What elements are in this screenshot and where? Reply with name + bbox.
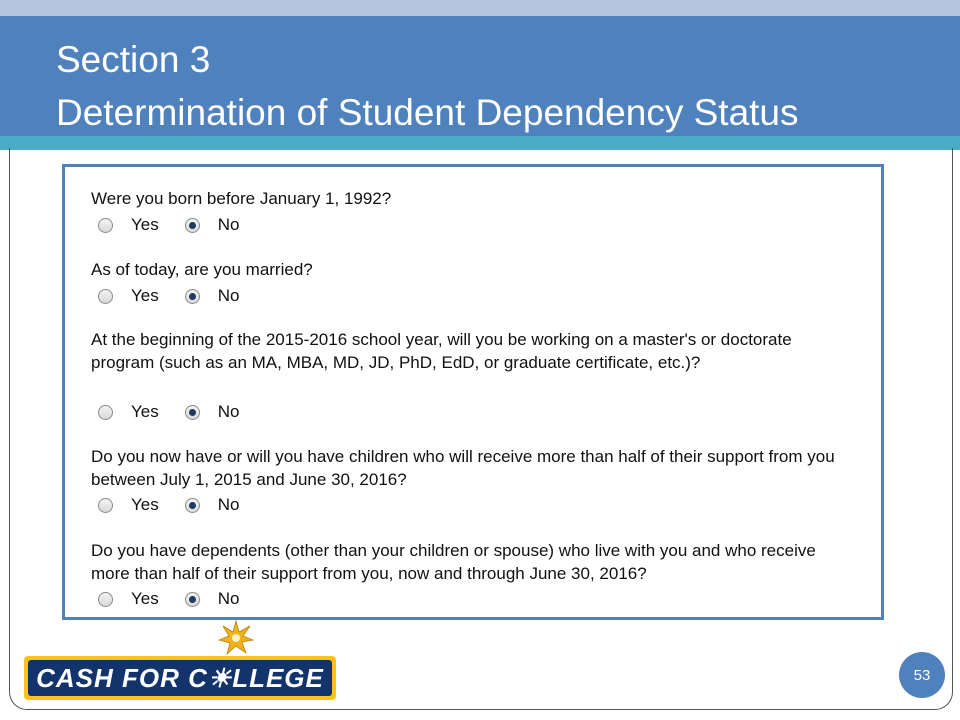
radio-yes-icon[interactable] (98, 592, 113, 607)
option-no[interactable]: No (185, 589, 240, 609)
options-other-dependents (98, 587, 265, 611)
radio-no-icon[interactable] (185, 592, 200, 607)
question-born-before: Were you born before January 1, 1992? (91, 189, 392, 208)
cash-for-college-logo (24, 656, 336, 700)
page-number-badge: 53 (899, 652, 945, 698)
radio-yes-icon[interactable] (98, 405, 113, 420)
radio-yes-icon[interactable] (98, 289, 113, 304)
option-yes[interactable]: Yes (98, 286, 159, 306)
radio-yes-icon[interactable] (98, 218, 113, 233)
radio-yes-icon[interactable] (98, 498, 113, 513)
option-no[interactable]: No (185, 215, 240, 235)
option-no[interactable]: No (185, 286, 240, 306)
dependency-form-screenshot (62, 164, 884, 620)
option-yes[interactable]: Yes (98, 215, 159, 235)
options-graduate-program (98, 400, 265, 424)
option-yes[interactable]: Yes (98, 495, 159, 515)
slide-header (0, 16, 960, 136)
question-other-dependents: Do you have dependents (other than your children or spouse) who live with you and who receive more than half of their support from you, now and through June 30, 2016? (91, 541, 816, 583)
options-married (98, 284, 265, 308)
top-strip (0, 0, 960, 16)
option-yes[interactable]: Yes (98, 589, 159, 609)
radio-no-icon[interactable] (185, 498, 200, 513)
options-children-support (98, 493, 265, 517)
options-born-before (98, 213, 265, 237)
question-married: As of today, are you married? (91, 260, 313, 279)
starburst-icon (218, 620, 254, 656)
radio-no-icon[interactable] (185, 289, 200, 304)
question-children-support: Do you now have or will you have children who will receive more than half of their support from you between July 1, 2015 and June 30, 2016? (91, 447, 835, 489)
slide-subtitle: Determination of Student Dependency Status (56, 92, 799, 133)
slide-title: Section 3 (56, 39, 211, 80)
option-no[interactable]: No (185, 402, 240, 422)
radio-no-icon[interactable] (185, 218, 200, 233)
option-yes[interactable]: Yes (98, 402, 159, 422)
logo-text: CASH FOR C☀LLEGE (36, 662, 324, 693)
question-graduate-program: At the beginning of the 2015-2016 school year, will you be working on a master's or doctorate program (such as an MA, MBA, MD, JD, PhD, EdD, or graduate certificate, etc.)? (91, 330, 792, 372)
radio-no-icon[interactable] (185, 405, 200, 420)
option-no[interactable]: No (185, 495, 240, 515)
